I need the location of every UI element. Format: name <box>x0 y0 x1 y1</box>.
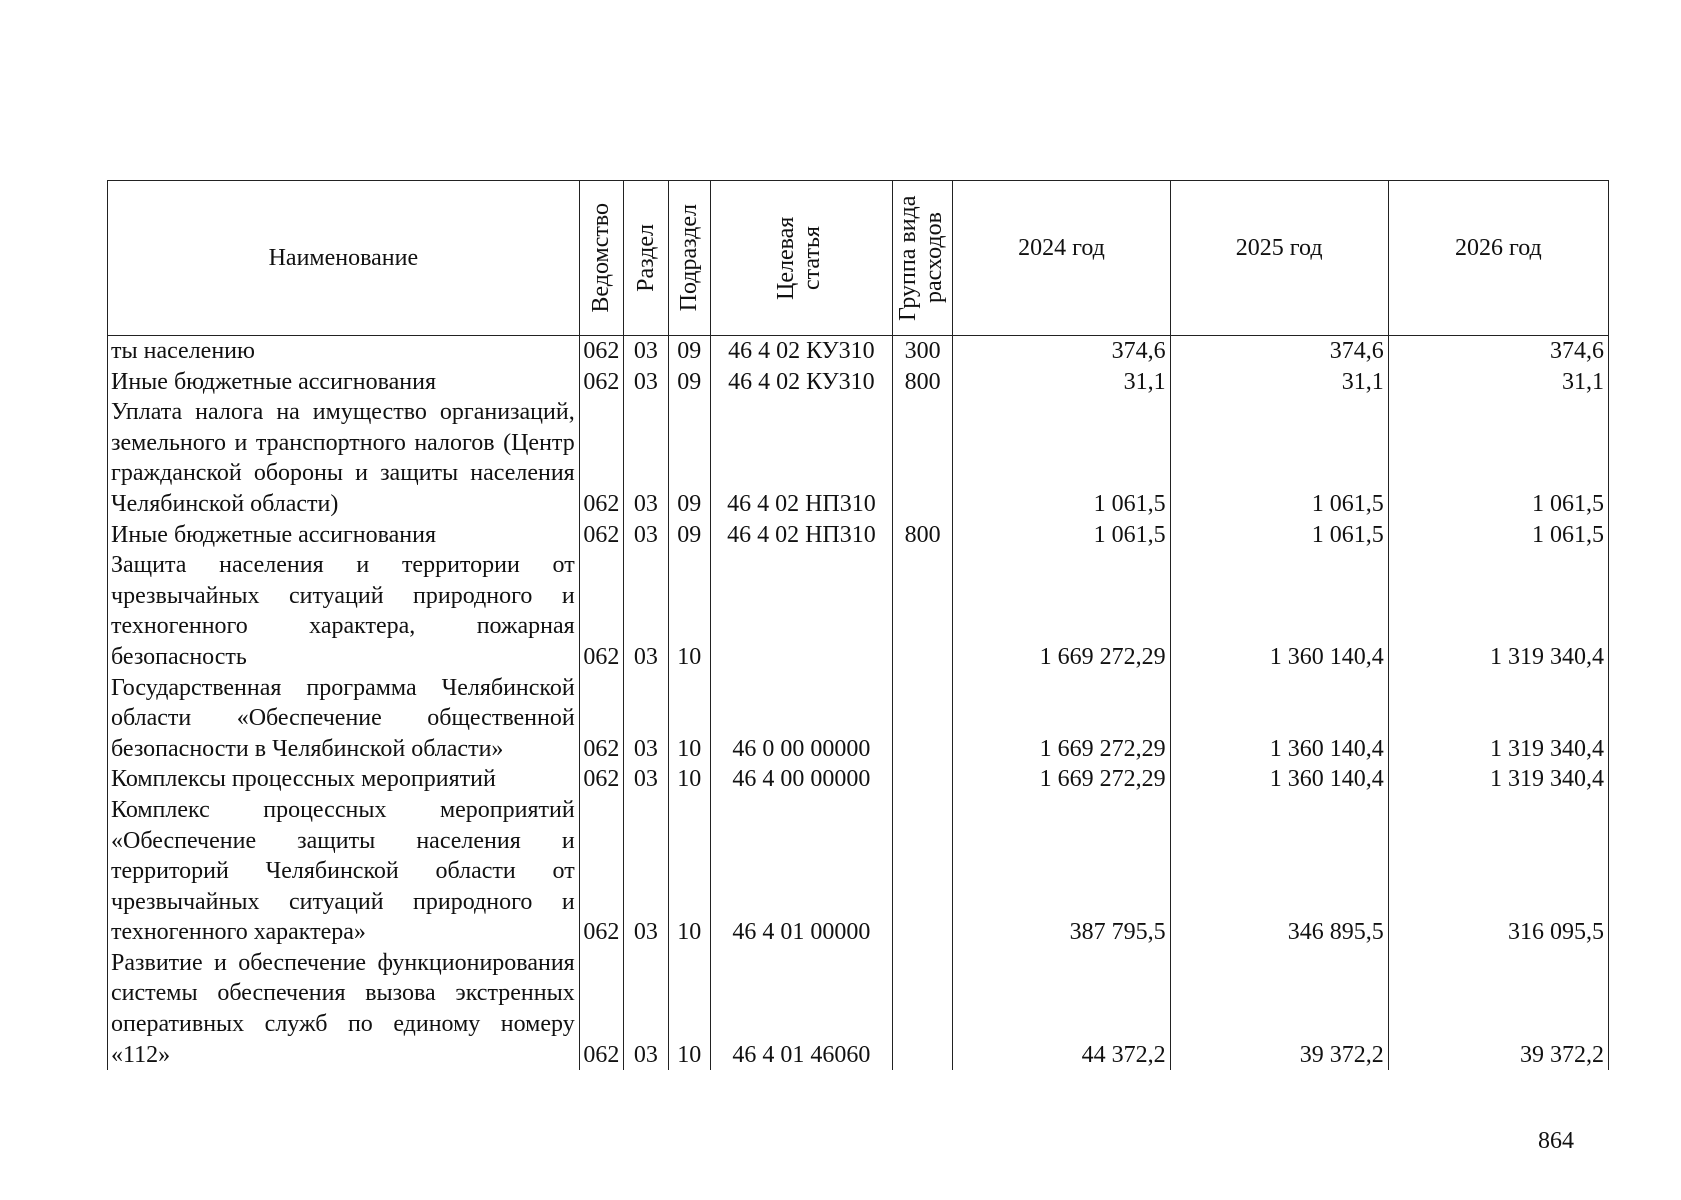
row-celevaya-statya: 46 4 02 НП310 <box>711 520 893 551</box>
budget-table <box>107 180 1609 1070</box>
row-value-2026: 39 372,2 <box>1388 948 1608 1070</box>
row-gruppa: 800 <box>892 520 953 551</box>
row-name: Комплексы процессных мероприятий <box>108 764 580 795</box>
row-razdel: 03 <box>624 367 668 398</box>
row-value-2026: 1 319 340,4 <box>1388 673 1608 765</box>
row-gruppa: 300 <box>892 336 953 367</box>
table-row <box>108 673 1609 765</box>
row-celevaya-statya: 46 4 02 КУ310 <box>711 367 893 398</box>
row-name: Развитие и обеспечение функционирования системы обеспечения вызова экстренных оперативных служб по единому номеру «112» <box>108 948 580 1070</box>
row-value-2025: 39 372,2 <box>1170 948 1388 1070</box>
row-value-2025: 31,1 <box>1170 367 1388 398</box>
row-name: Иные бюджетные ассигнования <box>108 367 580 398</box>
row-gruppa <box>892 795 953 948</box>
row-name: Комплекс процессных мероприятий «Обеспечение защиты населения и территорий Челябинской области от чрезвычайных ситуаций природного и техногенного характера» <box>108 795 580 948</box>
row-value-2025: 1 360 140,4 <box>1170 550 1388 672</box>
header-celevaya-statya: Целевая статья <box>711 181 893 336</box>
row-celevaya-statya: 46 4 01 46060 <box>711 948 893 1070</box>
table-row <box>108 764 1609 795</box>
row-podrazdel: 10 <box>668 795 710 948</box>
row-celevaya-statya: 46 4 01 00000 <box>711 795 893 948</box>
row-razdel: 03 <box>624 397 668 519</box>
row-value-2024: 387 795,5 <box>953 795 1170 948</box>
table-row <box>108 397 1609 519</box>
row-vedomstvo: 062 <box>579 948 623 1070</box>
row-vedomstvo: 062 <box>579 336 623 367</box>
table-row <box>108 948 1609 1070</box>
table-row <box>108 795 1609 948</box>
row-value-2024: 31,1 <box>953 367 1170 398</box>
row-value-2024: 1 669 272,29 <box>953 673 1170 765</box>
row-value-2026: 374,6 <box>1388 336 1608 367</box>
row-vedomstvo: 062 <box>579 520 623 551</box>
row-razdel: 03 <box>624 550 668 672</box>
row-celevaya-statya <box>711 550 893 672</box>
header-podrazdel: Подраздел <box>668 181 710 336</box>
row-value-2024: 44 372,2 <box>953 948 1170 1070</box>
page-number: 864 <box>1538 1128 1574 1154</box>
row-vedomstvo: 062 <box>579 550 623 672</box>
row-name: Защита населения и территории от чрезвычайных ситуаций природного и техногенного характера, пожарная безопасность <box>108 550 580 672</box>
table-body <box>108 336 1609 1071</box>
header-year-2025: 2025 год <box>1170 181 1388 336</box>
row-value-2024: 1 669 272,29 <box>953 550 1170 672</box>
header-name: Наименование <box>108 181 580 336</box>
row-value-2026: 1 319 340,4 <box>1388 764 1608 795</box>
row-razdel: 03 <box>624 673 668 765</box>
row-razdel: 03 <box>624 520 668 551</box>
row-vedomstvo: 062 <box>579 795 623 948</box>
row-celevaya-statya: 46 4 00 00000 <box>711 764 893 795</box>
header-year-2026: 2026 год <box>1388 181 1608 336</box>
row-value-2026: 1 061,5 <box>1388 520 1608 551</box>
table-row <box>108 550 1609 672</box>
row-value-2024: 374,6 <box>953 336 1170 367</box>
row-gruppa <box>892 948 953 1070</box>
row-value-2026: 316 095,5 <box>1388 795 1608 948</box>
row-vedomstvo: 062 <box>579 764 623 795</box>
row-podrazdel: 09 <box>668 397 710 519</box>
header-vedomstvo: Ведомство <box>579 181 623 336</box>
row-value-2025: 1 061,5 <box>1170 520 1388 551</box>
row-value-2025: 1 360 140,4 <box>1170 764 1388 795</box>
row-celevaya-statya: 46 0 00 00000 <box>711 673 893 765</box>
row-value-2026: 31,1 <box>1388 367 1608 398</box>
row-celevaya-statya: 46 4 02 НП310 <box>711 397 893 519</box>
table-row <box>108 367 1609 398</box>
row-value-2024: 1 061,5 <box>953 397 1170 519</box>
table-header <box>108 181 1609 336</box>
row-value-2025: 374,6 <box>1170 336 1388 367</box>
row-gruppa <box>892 764 953 795</box>
row-name: Иные бюджетные ассигнования <box>108 520 580 551</box>
row-podrazdel: 09 <box>668 520 710 551</box>
row-value-2024: 1 669 272,29 <box>953 764 1170 795</box>
row-celevaya-statya: 46 4 02 КУ310 <box>711 336 893 367</box>
row-vedomstvo: 062 <box>579 673 623 765</box>
row-value-2025: 1 360 140,4 <box>1170 673 1388 765</box>
row-name: ты населению <box>108 336 580 367</box>
row-podrazdel: 10 <box>668 673 710 765</box>
table-row <box>108 520 1609 551</box>
row-value-2026: 1 061,5 <box>1388 397 1608 519</box>
row-vedomstvo: 062 <box>579 367 623 398</box>
row-razdel: 03 <box>624 336 668 367</box>
row-value-2024: 1 061,5 <box>953 520 1170 551</box>
row-razdel: 03 <box>624 795 668 948</box>
row-podrazdel: 10 <box>668 550 710 672</box>
table-row <box>108 336 1609 367</box>
row-value-2025: 1 061,5 <box>1170 397 1388 519</box>
row-name: Уплата налога на имущество организаций, земельного и транспортного налогов (Центр гражданской обороны и защиты населения Челябинской области) <box>108 397 580 519</box>
row-vedomstvo: 062 <box>579 397 623 519</box>
row-name: Государственная программа Челябинской области «Обеспечение общественной безопасности в Челябинской области» <box>108 673 580 765</box>
row-podrazdel: 09 <box>668 367 710 398</box>
header-year-2024: 2024 год <box>953 181 1170 336</box>
row-gruppa <box>892 673 953 765</box>
header-gruppa-vida-rashodov: Группа вида расходов <box>892 181 953 336</box>
row-podrazdel: 10 <box>668 764 710 795</box>
row-value-2025: 346 895,5 <box>1170 795 1388 948</box>
row-razdel: 03 <box>624 948 668 1070</box>
row-razdel: 03 <box>624 764 668 795</box>
row-gruppa: 800 <box>892 367 953 398</box>
header-razdel: Раздел <box>624 181 668 336</box>
row-podrazdel: 10 <box>668 948 710 1070</box>
row-value-2026: 1 319 340,4 <box>1388 550 1608 672</box>
row-gruppa <box>892 397 953 519</box>
row-gruppa <box>892 550 953 672</box>
row-podrazdel: 09 <box>668 336 710 367</box>
